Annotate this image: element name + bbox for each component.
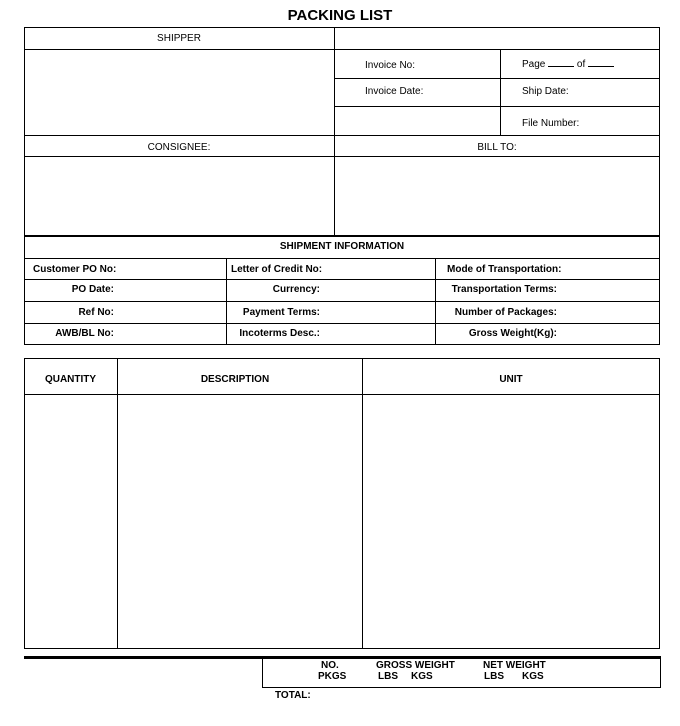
totals-right-border: [660, 658, 661, 687]
currency-label: Currency:: [272, 284, 320, 295]
shipment-row-line-2: [24, 301, 660, 302]
shipment-row-line-1: [24, 279, 660, 280]
description-header: DESCRIPTION: [200, 374, 270, 385]
shipper-header-line: [24, 49, 660, 50]
transport-terms-label: Transportation Terms:: [451, 284, 557, 295]
pkgs-label: PKGS: [318, 671, 347, 682]
totals-bottom-line: [262, 687, 661, 688]
totals-thick-rule: [24, 656, 661, 659]
mode-of-transport-label: Mode of Transportation:: [447, 264, 562, 275]
number-of-packages-label: Number of Packages:: [454, 307, 557, 318]
invoice-date-label: Invoice Date:: [365, 86, 424, 97]
gross-lbs-label: LBS: [378, 671, 398, 682]
gross-kgs-label: KGS: [411, 671, 433, 682]
invoice-date-row-line: [334, 106, 660, 107]
shipment-info-heading: SHIPMENT INFORMATION: [279, 241, 405, 252]
quantity-cell[interactable]: [24, 395, 117, 648]
po-date-label: PO Date:: [71, 284, 114, 295]
invoice-row-line: [334, 78, 660, 79]
page-blank[interactable]: [548, 57, 574, 67]
shipper-label: SHIPPER: [157, 33, 201, 44]
gross-weight-total-label: GROSS WEIGHT: [376, 660, 455, 671]
page-number-field: [522, 57, 614, 71]
consignee-top-line: [24, 135, 660, 136]
page-label: Page: [522, 59, 546, 70]
net-lbs-label: LBS: [484, 671, 504, 682]
quantity-header: QUANTITY: [44, 374, 97, 385]
no-label: NO.: [321, 660, 339, 671]
payment-terms-label: Payment Terms:: [242, 307, 320, 318]
file-number-label: File Number:: [522, 118, 580, 129]
invoice-no-label: Invoice No:: [365, 60, 416, 71]
unit-header: UNIT: [499, 374, 523, 385]
shipment-header-line: [24, 258, 660, 259]
ship-date-label: Ship Date:: [522, 86, 569, 97]
net-weight-total-label: NET WEIGHT: [483, 660, 546, 671]
customer-po-label: Customer PO No:: [33, 264, 117, 275]
consignee-label: CONSIGNEE:: [147, 142, 211, 153]
top-divider: [334, 27, 335, 236]
of-label: of: [576, 59, 586, 70]
totals-left-border: [262, 658, 263, 687]
incoterms-label: Incoterms Desc.:: [239, 328, 320, 339]
total-label: TOTAL:: [275, 690, 311, 701]
page-title: PACKING LIST: [287, 7, 393, 24]
description-cell[interactable]: [118, 395, 362, 648]
shipment-row-line-3: [24, 323, 660, 324]
letter-of-credit-label: Letter of Credit No:: [231, 264, 323, 275]
page-total-blank[interactable]: [588, 57, 614, 67]
invoice-divider: [500, 49, 501, 135]
unit-cell[interactable]: [363, 395, 659, 648]
gross-weight-label: Gross Weight(Kg):: [468, 328, 557, 339]
consignee-header-line: [24, 156, 660, 157]
net-kgs-label: KGS: [522, 671, 544, 682]
awb-bl-label: AWB/BL No:: [55, 328, 114, 339]
ref-no-label: Ref No:: [78, 307, 114, 318]
bill-to-label: BILL TO:: [477, 142, 517, 153]
